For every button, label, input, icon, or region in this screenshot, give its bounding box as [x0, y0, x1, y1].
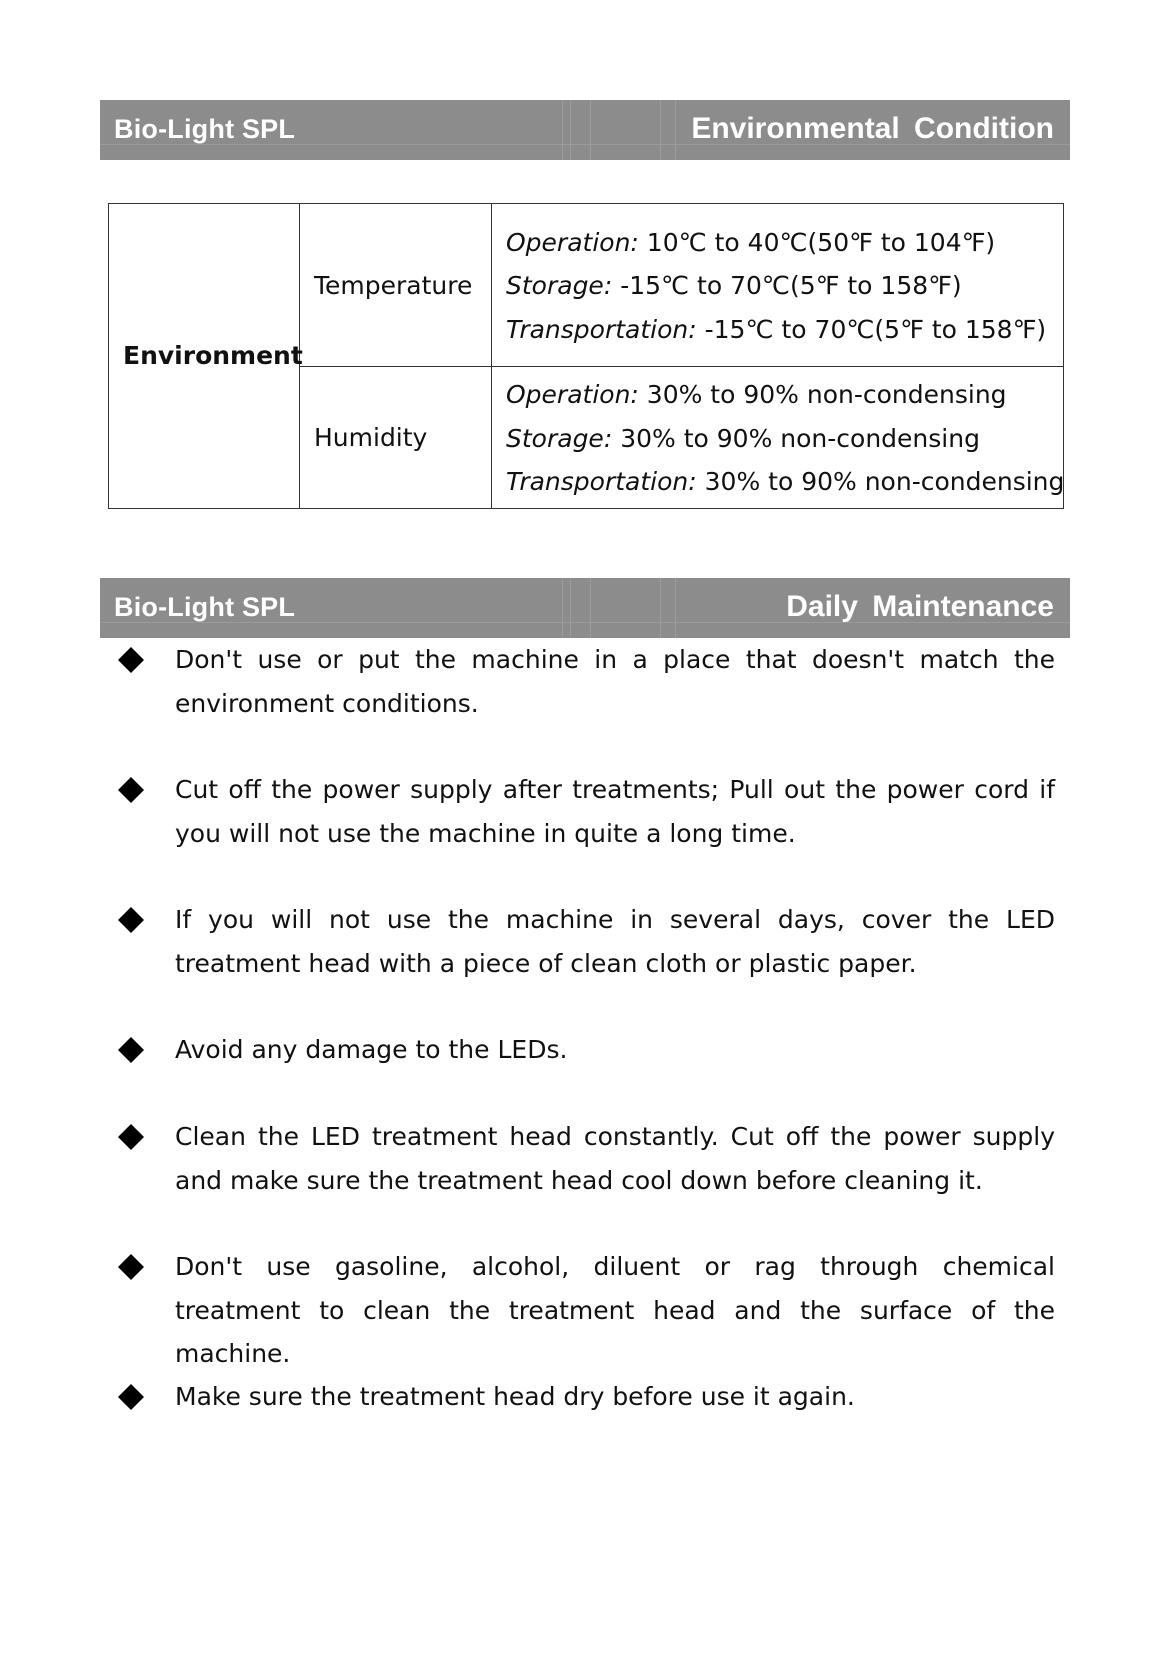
bar-divider [660, 100, 661, 160]
bar-divider [570, 100, 571, 160]
bar-divider [675, 578, 676, 638]
bar-divider [562, 578, 563, 638]
diamond-bullet-icon [118, 1254, 144, 1280]
spec-line: Transportation: 30% to 90% non-condensing [506, 467, 1065, 496]
list-item-text: Avoid any damage to the LEDs. [175, 1035, 568, 1064]
bar-divider [590, 578, 591, 638]
spec-line: Storage: 30% to 90% non-condensing [506, 423, 980, 453]
list-item-text: Cut off the power supply after treatments; Pull out the power cord if you will not use the machine in quite a long time. [175, 775, 1055, 848]
bar-divider [675, 100, 676, 160]
parameter-cell-humidity: Humidity [300, 367, 492, 509]
spec-line: Operation: 10℃ to 40℃(50℉ to 104℉) [506, 227, 996, 257]
spec-line: Storage: -15℃ to 70℃(5℉ to 158℉) [506, 271, 962, 301]
list-item-text: Don't use or put the machine in a place that doesn't match the environment conditions. [175, 645, 1055, 718]
daily-maintenance-header [100, 578, 1070, 638]
list-item-text: If you will not use the machine in several days, cover the LED treatment head with a piece of clean cloth or plastic paper. [175, 905, 1055, 978]
diamond-bullet-icon [118, 777, 144, 803]
environmental-condition-header [100, 100, 1070, 160]
diamond-bullet-icon [118, 1124, 144, 1150]
section-title: Environmental Condition [691, 112, 1054, 145]
list-item-text: Clean the LED treatment head constantly. Cut off the power supply and make sure the treatment head cool down before cleaning it. [175, 1122, 1055, 1195]
bar-divider [590, 100, 591, 160]
category-cell: Environment [109, 204, 300, 509]
diamond-bullet-icon [118, 907, 144, 933]
section-title: Daily Maintenance [786, 590, 1054, 623]
spec-line: Transportation: -15℃ to 70℃(5℉ to 158℉) [506, 314, 1047, 344]
diamond-bullet-icon [118, 1037, 144, 1063]
value-cell-temperature [492, 204, 1064, 367]
diamond-bullet-icon [118, 1384, 144, 1410]
bar-divider [562, 100, 563, 160]
table-row [109, 204, 1064, 367]
brand-name: Bio-Light SPL [114, 592, 296, 622]
spec-line: Operation: 30% to 90% non-condensing [506, 380, 1007, 409]
brand-name: Bio-Light SPL [114, 114, 296, 144]
environment-table [108, 203, 1064, 509]
diamond-bullet-icon [118, 647, 144, 673]
value-cell-humidity [492, 367, 1064, 509]
list-item-text: Make sure the treatment head dry before use it again. [175, 1382, 855, 1411]
bar-divider [660, 578, 661, 638]
parameter-cell-temperature: Temperature [300, 204, 492, 367]
list-item-text: Don't use gasoline, alcohol, diluent or rag through chemical treatment to clean the treatment head and the surface of the machine. [175, 1252, 1055, 1368]
bar-divider [570, 578, 571, 638]
